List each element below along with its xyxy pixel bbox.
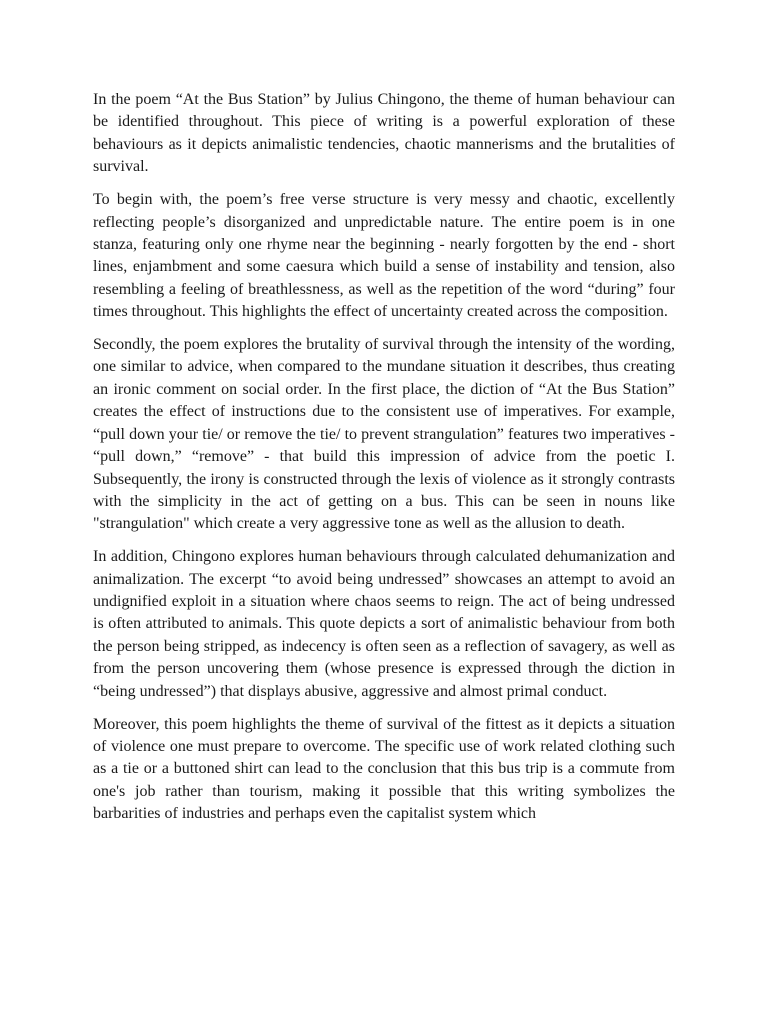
paragraph-fittest: Moreover, this poem highlights the theme of survival of the fittest as it depicts a situation of violence one must prepare to overcome. The specific use of work related clothing such as a tie or a buttoned shirt can lead to the conclusion that this bus trip is a commute from one's job rather than tourism, making it possible that this writing symbolizes the barbarities of industries and perhaps even the capitalist system which bbox=[93, 715, 675, 823]
paragraph-dehumanization: In addition, Chingono explores human behaviours through calculated dehumanization and animalization. The excerpt “to avoid being undressed” showcases an attempt to avoid an undignified exploit in a situation where chaos seems to reign. The act of being undressed is often attributed to animals. This quote depicts a sort of animalistic behaviour from both the person being stripped, as indecency is often seen as a reflection of savagery, as well as from the person uncovering them (whose presence is expressed through the diction in “being undressed”) that displays abusive, aggressive and almost primal conduct. bbox=[93, 548, 675, 700]
paragraph-intro: In the poem “At the Bus Station” by Julius Chingono, the theme of human behaviour can be identified throughout. This piece of writing is a powerful exploration of these behaviours as it depicts animalistic tendencies, chaotic mannerisms and the brutalities of survival. bbox=[93, 91, 675, 176]
paragraph-structure: To begin with, the poem’s free verse structure is very messy and chaotic, excellently reflecting people’s disorganized and unpredictable nature. The entire poem is in one stanza, featuring only one rhyme near the beginning - nearly forgotten by the end - short lines, enjambment and some caesura which build a sense of instability and tension, also resembling a feeling of breathlessness, as well as the repetition of the word “during” four times throughout. This highlights the effect of uncertainty created across the composition. bbox=[93, 191, 675, 321]
paragraph-survival: Secondly, the poem explores the brutality of survival through the intensity of the wording, one similar to advice, when compared to the mundane situation it describes, thus creating an ironic comment on social order. In the first place, the diction of “At the Bus Station” creates the effect of instructions due to the consistent use of imperatives. For example, “pull down your tie/ or remove the tie/ to prevent strangulation” features two imperatives - “pull down,” “remove” - that build this impression of advice from the poetic I. Subsequently, the irony is constructed through the lexis of violence as it strongly contrasts with the simplicity in the act of getting on a bus. This can be seen in nouns like "strangulation" which create a very aggressive tone as well as the allusion to death. bbox=[93, 336, 675, 533]
document-body bbox=[93, 89, 675, 836]
